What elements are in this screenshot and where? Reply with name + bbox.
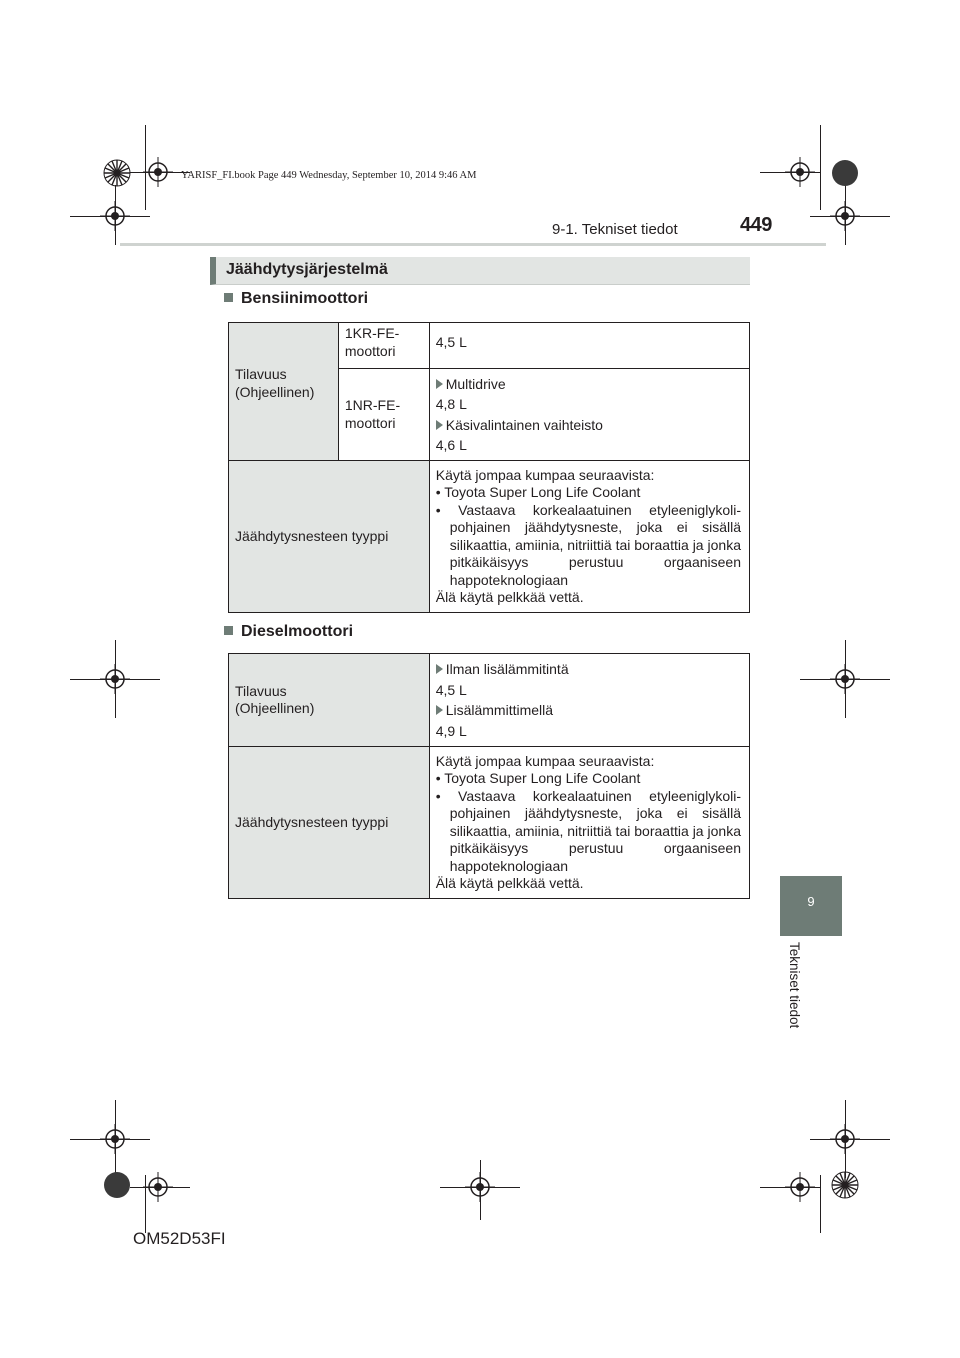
coolant-intro: Käytä jompaa kumpaa seuraavista: (435, 466, 655, 483)
triangle-bullet-icon (436, 664, 443, 674)
registration-target-icon (143, 157, 173, 187)
registration-target-icon (100, 201, 130, 231)
registration-target-icon (830, 201, 860, 231)
engine2-label-line2: moottori (344, 414, 396, 431)
section-reference: 9-1. Tekniset tiedot (552, 221, 678, 238)
engine2-option2: Käsivalintainen vaihteisto (445, 416, 603, 433)
coolant-label-cell (229, 461, 430, 613)
capacity-label-cell (229, 654, 430, 747)
registration-target-icon (830, 1124, 860, 1154)
starburst-mark-icon (830, 1170, 860, 1205)
coolant-warning: Älä käytä pelkkää vettä. (435, 589, 584, 605)
table-row (229, 747, 750, 899)
triangle-bullet-icon (436, 379, 443, 389)
coolant-intro: Käytä jompaa kumpaa seuraavista: (435, 752, 655, 769)
engine1-value: 4,5 L (435, 333, 467, 350)
engine2-label-line1: 1NR-FE- (344, 397, 401, 413)
diesel-heading-text: Dieselmoottori (241, 623, 354, 640)
engine2-value1: 4,8 L (435, 396, 467, 412)
engine1-label-line1: 1KR-FE- (344, 325, 400, 341)
engine2-values-cell (429, 369, 749, 461)
table-row (229, 461, 750, 613)
petrol-heading-text: Bensiinimoottori (241, 290, 369, 307)
engine1-label-cell (338, 323, 429, 369)
engine2-option1: Multidrive (445, 375, 506, 392)
capacity-label-line1: Tilavuus (235, 682, 287, 699)
diesel-spec-table (228, 653, 750, 899)
coolant-value-cell (429, 747, 749, 899)
registration-disc-icon (102, 1170, 132, 1205)
registration-target-icon (830, 664, 860, 694)
diesel-option1: Ilman lisälämmitintä (445, 661, 569, 677)
capacity-label-line2: (Ohjeellinen) (235, 700, 315, 716)
square-bullet-icon (224, 626, 233, 635)
triangle-bullet-icon (436, 705, 443, 715)
crop-line (820, 125, 821, 210)
capacity-label-line2: (Ohjeellinen) (235, 383, 315, 400)
triangle-bullet-icon (436, 420, 443, 430)
engine2-value2: 4,6 L (435, 437, 467, 453)
header-rule (120, 243, 826, 246)
coolant-label: Jäähdytysnesteen tyyppi (235, 527, 389, 544)
coolant-option2: • Vastaava korkealaatuinen etyleeniglykoli-pohjainen jäähdytysneste, joka ei sisällä silikaattia, amiinia, nitriittiä tai boraattia ja jonka pitkäikäisyys perustuu orgaaniseen happoteknologiaan (435, 501, 741, 588)
coolant-warning: Älä käytä pelkkää vettä. (435, 875, 584, 891)
coolant-value-cell (429, 461, 749, 613)
chapter-number: 9 (807, 894, 815, 909)
engine1-label-line2: moottori (344, 342, 396, 359)
square-bullet-icon (224, 293, 233, 302)
section-title: Jäähdytysjärjestelmä (226, 261, 388, 278)
crop-line (820, 1175, 821, 1233)
starburst-mark-icon (102, 158, 132, 193)
registration-target-icon (100, 1124, 130, 1154)
capacity-label-cell (229, 323, 339, 461)
capacity-label-line1: Tilavuus (235, 366, 287, 382)
table-row (229, 654, 750, 747)
capacity-values-cell (429, 654, 749, 747)
coolant-label: Jäähdytysnesteen tyyppi (235, 813, 389, 830)
engine1-value-cell (429, 323, 749, 369)
registration-target-icon (785, 1172, 815, 1202)
document-code: OM52D53FI (133, 1229, 226, 1248)
petrol-spec-table (228, 322, 750, 613)
chapter-label: Tekniset tiedot (787, 942, 802, 1029)
diesel-heading (224, 623, 353, 641)
diesel-value1: 4,5 L (435, 681, 467, 698)
registration-target-icon (100, 664, 130, 694)
petrol-heading (224, 290, 368, 308)
coolant-option2: • Vastaava korkealaatuinen etyleeniglykoli-pohjainen jäähdytysneste, joka ei sisällä silikaattia, amiinia, nitriittiä tai boraattia ja jonka pitkäikäisyys perustuu orgaaniseen happoteknologiaan (435, 787, 741, 874)
diesel-value2: 4,9 L (435, 722, 467, 739)
section-title-bar (210, 257, 750, 285)
registration-target-icon (785, 157, 815, 187)
registration-target-icon (143, 1172, 173, 1202)
engine2-label-cell (338, 369, 429, 461)
registration-disc-icon (830, 158, 860, 193)
diesel-option2: Lisälämmittimellä (445, 702, 554, 718)
chapter-tab (780, 876, 842, 936)
book-info: YARISF_FI.book Page 449 Wednesday, September 10, 2014 9:46 AM (181, 170, 477, 181)
table-row (229, 323, 750, 369)
coolant-option1: • Toyota Super Long Life Coolant (435, 484, 641, 500)
page-number: 449 (740, 214, 772, 236)
coolant-label-cell (229, 747, 430, 899)
registration-target-icon (465, 1172, 495, 1202)
coolant-option1: • Toyota Super Long Life Coolant (435, 770, 641, 786)
